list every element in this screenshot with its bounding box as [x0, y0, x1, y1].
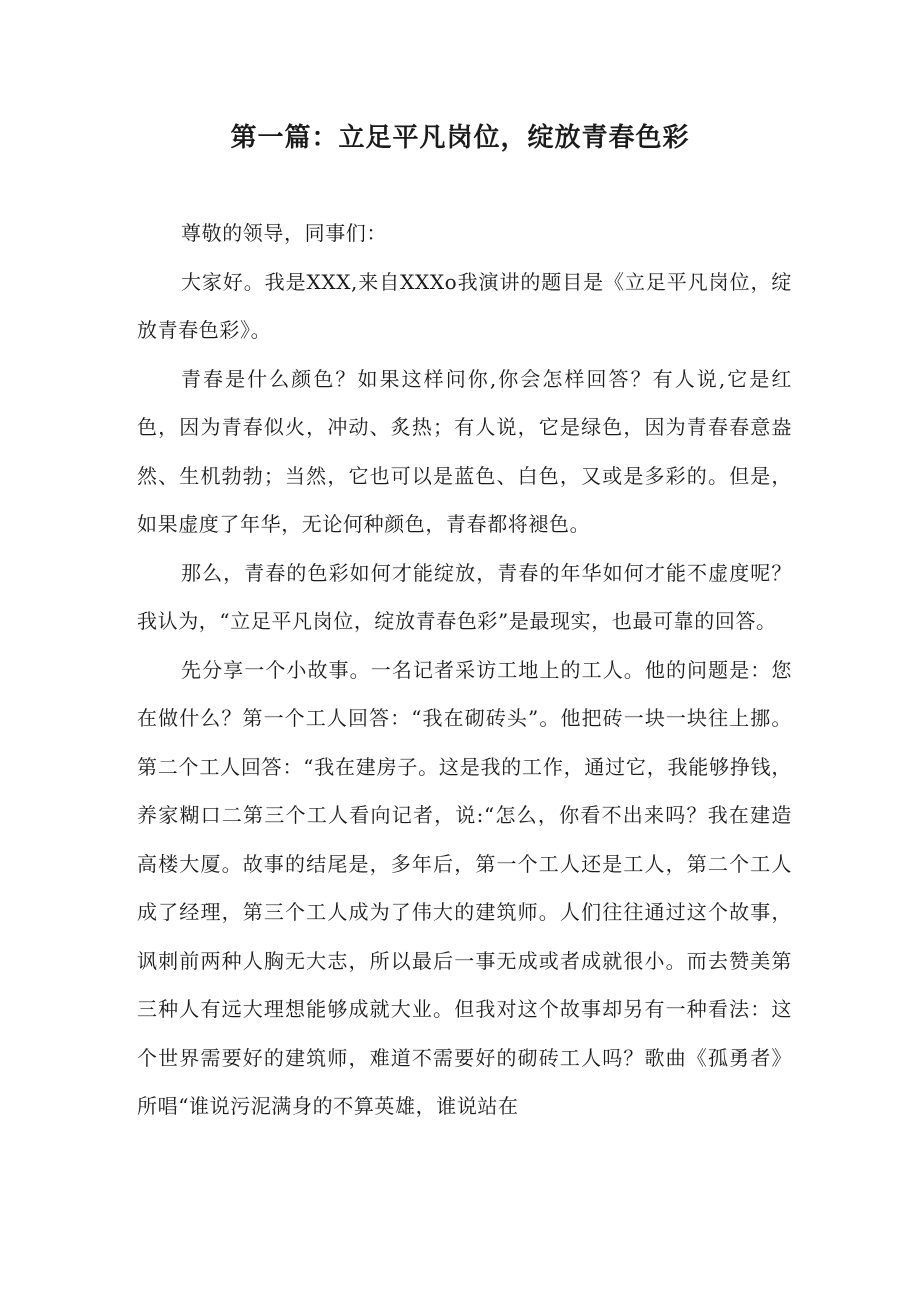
document-body — [137, 209, 792, 1131]
paragraph-youth-color: 青春是什么颜色？如果这样问你,你会怎样回答？有人说,它是红色，因为青春似火，冲动、炙热；有人说，它是绿色，因为青春春意盎然、生机勃勃；当然，它也可以是蓝色、白色，又或是多彩的。但是，如果虚度了年华，无论何种颜色，青春都将褪色。 — [137, 366, 792, 536]
paragraph-how-to-bloom: 那么，青春的色彩如何才能绽放，青春的年华如何才能不虚度呢？我认为，“立足平凡岗位，绽放青春色彩”是最现实，也最可靠的回答。 — [137, 560, 792, 633]
paragraph-greeting: 尊敬的领导，同事们： — [181, 221, 387, 245]
paragraph-intro: 大家好。我是XXX,来自XXXo我演讲的题目是《立足平凡岗位，绽放青春色彩》。 — [137, 269, 792, 342]
document-title: 第一篇：立足平凡岗位，绽放青春色彩 — [230, 123, 690, 153]
paragraph-story: 先分享一个小故事。一名记者采访工地上的工人。他的问题是：您在做什么？第一个工人回答：“我在砌砖头”。他把砖一块一块往上挪。第二个工人回答：“我在建房子。这是我的工作，通过它，我能够挣钱，养家糊口二第三个工人看向记者，说:“怎么，你看不出来吗？我在建造高楼大厦。故事的结尾是，多年后，第一个工人还是工人，第二个工人成了经理，第三个工人成为了伟大的建筑师。人们往往通过这个故事，讽刺前两种人胸无大志，所以最后一事无成或者成就很小。而去赞美第三种人有远大理想能够成就大业。但我对这个故事却另有一种看法：这个世界需要好的建筑师，难道不需要好的砌砖工人吗？歌曲《孤勇者》所唱“谁说污泥满身的不算英雄，谁说站在 — [137, 657, 792, 1118]
